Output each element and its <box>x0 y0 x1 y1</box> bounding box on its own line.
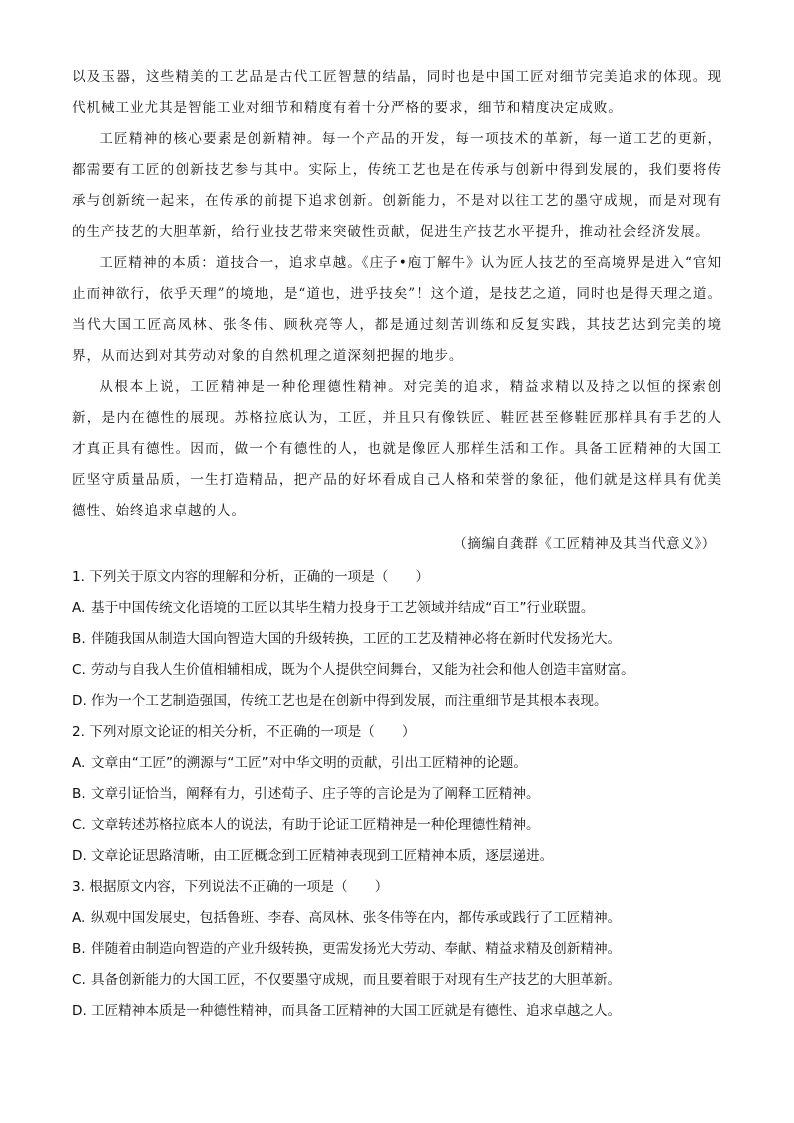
option-letter: D. <box>72 848 87 864</box>
option-text: 文章论证思路清晰，由工匠概念到工匠精神表现到工匠精神本质，逐层递进。 <box>91 848 554 864</box>
passage-paragraph-4: 从根本上说，工匠精神是一种伦理德性精神。对完美的追求，精益求精以及持之以恒的探索创新，是内在德性的展现。苏格拉底认为，工匠，并且只有像铁匠、鞋匠甚至修鞋匠那样具有手艺的人才真正具有德性。因而，做一个有德性的人，也就是像匠人那样生活和工作。具备工匠精神的大国工匠坚守质量品质，一生打造精品，把产品的好坏看成自己人格和荣誉的象征，他们就是这样具有优美德性、始终追求卓越的人。 <box>72 379 722 519</box>
question-stem: 3. 根据原文内容，下列说法不正确的一项是（ ） <box>72 879 389 895</box>
option-d <box>72 996 732 1027</box>
option-letter: B. <box>72 631 86 647</box>
option-letter: A. <box>72 910 86 926</box>
option-text: 工匠精神本质是一种德性精神，而具备工匠精神的大国工匠就是有德性、追求卓越之人。 <box>91 1003 622 1019</box>
option-d <box>72 686 732 717</box>
option-letter: B. <box>72 941 86 957</box>
option-text: 作为一个工艺制造强国，传统工艺也是在创新中得到发展，而注重细节是其根本表现。 <box>91 693 608 709</box>
passage-paragraph-2: 工匠精神的核心要素是创新精神。每一个产品的开发，每一项技术的革新，每一道工艺的更新，都需要有工匠的创新技艺参与其中。实际上，传统工艺也是在传承与创新中得到发展的，我们要将传承与创新统一起来，在传承的前提下追求创新。创新能力，不是对以往工艺的墨守成规，而是对现有的生产技艺的大胆革新，给行业技艺带来突破性贡献，促进生产技艺水平提升，推动社会经济发展。 <box>72 131 722 240</box>
option-letter: C. <box>72 662 86 678</box>
option-text: 纵观中国发展史，包括鲁班、李春、高凤林、张冬伟等在内，都传承或践行了工匠精神。 <box>91 910 622 926</box>
question-2 <box>72 717 732 872</box>
option-letter: A. <box>72 755 86 771</box>
question-stem: 1. 下列关于原文内容的理解和分析，正确的一项是（ ） <box>72 569 430 585</box>
option-b <box>72 624 732 655</box>
option-d <box>72 841 732 872</box>
option-text: 伴随着由制造向智造的产业升级转换，更需发扬光大劳动、奉献、精益求精及创新精神。 <box>91 941 622 957</box>
option-c <box>72 810 732 841</box>
question-1 <box>72 562 732 717</box>
option-letter: A. <box>72 600 86 616</box>
option-text: 文章引证恰当，阐释有力，引述荀子、庄子等的言论是为了阐释工匠精神。 <box>91 786 540 802</box>
option-letter: D. <box>72 1003 87 1019</box>
passage-source: （摘编自龚群《工匠精神及其当代意义》） <box>453 536 716 552</box>
option-letter: C. <box>72 972 86 988</box>
option-text: 基于中国传统文化语境的工匠以其毕生精力投身于工艺领域并结成“百工”行业联盟。 <box>91 600 595 616</box>
option-letter: D. <box>72 693 87 709</box>
option-a <box>72 748 732 779</box>
passage-paragraph-1: 以及玉器，这些精美的工艺品是古代工匠智慧的结晶，同时也是中国工匠对细节完美追求的体现。现代机械工业尤其是智能工业对细节和精度有着十分严格的要求，细节和精度决定成败。 <box>72 69 722 116</box>
question-stem: 2. 下列对原文论证的相关分析，不正确的一项是（ ） <box>72 724 416 740</box>
option-a <box>72 903 732 934</box>
option-text: 具备创新能力的大国工匠，不仅要墨守成规，而且要着眼于对现有生产技艺的大胆革新。 <box>91 972 622 988</box>
option-text: 文章转述苏格拉底本人的说法，有助于论证工匠精神是一种伦理德性精神。 <box>91 817 540 833</box>
option-text: 伴随我国从制造大国向智造大国的升级转换，工匠的工艺及精神必将在新时代发扬光大。 <box>91 631 622 647</box>
option-a <box>72 593 732 624</box>
option-text: 文章由“工匠”的溯源与“工匠”对中华文明的贡献，引出工匠精神的论题。 <box>91 755 527 771</box>
option-c <box>72 965 732 996</box>
option-text: 劳动与自我人生价值相辅相成，既为个人提供空间舞台，又能为社会和他人创造丰富财富。 <box>91 662 635 678</box>
question-list <box>72 562 732 1027</box>
option-letter: B. <box>72 786 86 802</box>
option-letter: C. <box>72 817 86 833</box>
reading-passage <box>72 62 722 527</box>
option-c <box>72 655 732 686</box>
passage-paragraph-3: 工匠精神的本质：道技合一，追求卓越。《庄子•庖丁解牛》认为匠人技艺的至高境界是进入“官知止而神欲行，依乎天理”的境地，是“道也，进乎技矣”！这个道，是技艺之道，同时也是得天理之道。当代大国工匠高凤林、张冬伟、顾秋亮等人，都是通过刻苦训练和反复实践，其技艺达到完美的境界，从而达到对其劳动对象的自然机理之道深刻把握的地步。 <box>72 255 722 364</box>
option-b <box>72 779 732 810</box>
question-3 <box>72 872 732 1027</box>
option-b <box>72 934 732 965</box>
